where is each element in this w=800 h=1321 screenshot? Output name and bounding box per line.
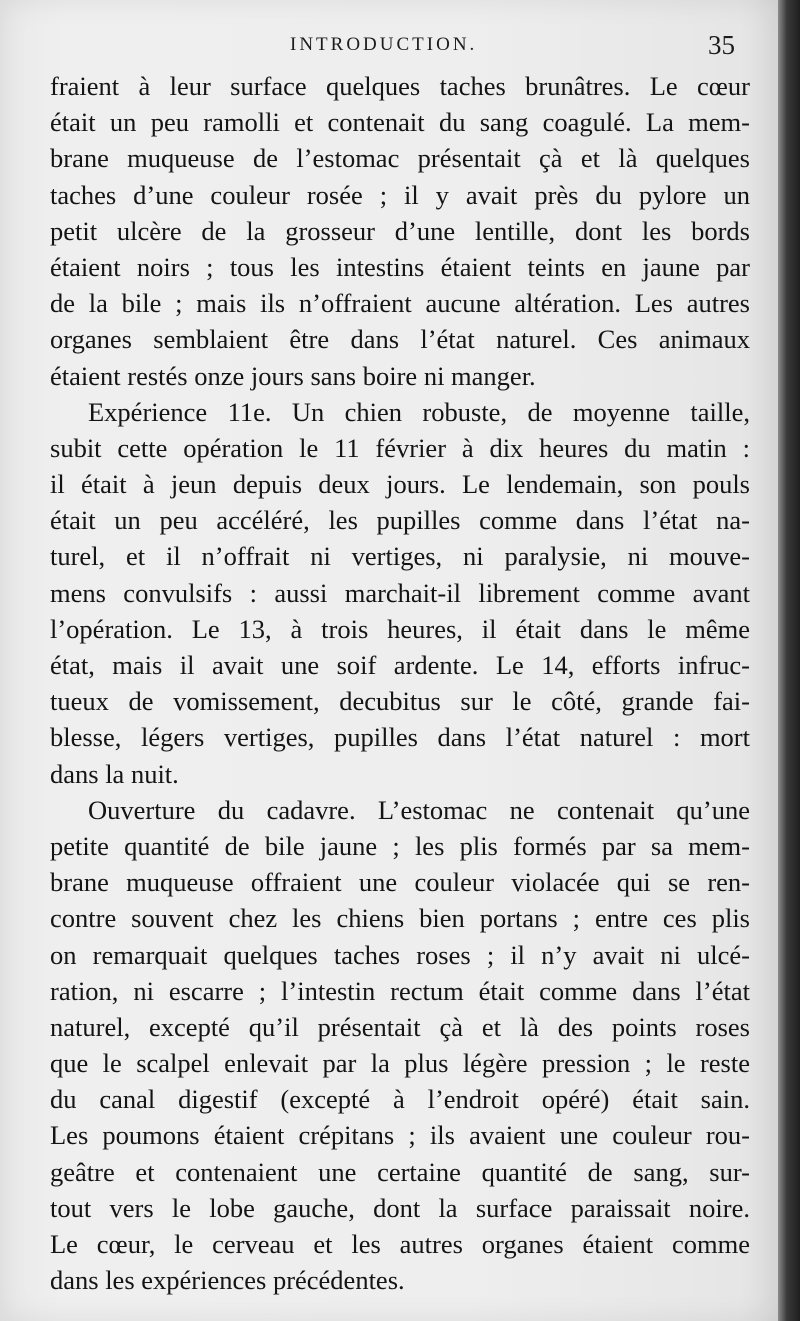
text-line: étaient noirs ; tous les intestins étaient teints en jaune par [50,251,750,282]
text-line: naturel, excepté qu’il présentait çà et là des points roses [50,1011,750,1042]
text-line: que le scalpel enlevait par la plus légère pression ; le reste [50,1048,750,1079]
text-line: dans la nuit. [50,758,179,789]
page-edge-shadow [778,0,800,1321]
text-line: fraient à leur surface quelques taches brunâtres. Le cœur [50,71,750,101]
text-line: de la bile ; mais ils n’offraient aucune altération. Les autres [50,288,750,319]
text-line: état, mais il avait une soif ardente. Le 14, efforts infruc- [50,650,750,680]
text-line: subit cette opération le 11 février à dix heures du matin : [50,432,750,463]
text-line: brane muqueuse offraient une couleur violacée qui se ren- [50,867,750,898]
text-line: turel, et il n’offrait ni vertiges, ni paralysie, ni mouve- [50,541,750,572]
page-number: 35 [708,30,735,60]
text-line: étaient restés onze jours sans boire ni manger. [50,360,536,391]
text-line: blesse, légers vertiges, pupilles dans l’état naturel : mort [50,722,750,753]
text-line: du canal digestif (excepté à l’endroit opéré) était sain. [50,1084,750,1115]
body-text [50,68,750,1298]
text-line: geâtre et contenaient une certaine quantité de sang, sur- [50,1156,750,1187]
text-line: tueux de vomissement, decubitus sur le côté, grande fai- [50,686,750,717]
text-line: petite quantité de bile jaune ; les plis formés par sa mem- [50,830,750,861]
text-line: il était à jeun depuis deux jours. Le lendemain, son pouls [50,469,750,500]
text-line: tout vers le lobe gauche, dont la surface paraissait noire. [50,1192,750,1223]
text-line: dans les expériences précédentes. [50,1265,405,1296]
text-line: brane muqueuse de l’estomac présentait çà et là quelques [50,143,750,174]
text-line: taches d’une couleur rosée ; il y avait près du pylore un [50,179,750,210]
text-line: organes semblaient être dans l’état naturel. Ces animaux [50,324,750,355]
text-line: ration, ni escarre ; l’intestin rectum était comme dans l’état [50,975,750,1006]
text-line: mens convulsifs : aussi marchait-il librement comme avant [50,577,750,608]
text-line: Les poumons étaient crépitans ; ils avaient une couleur rou- [50,1120,750,1151]
text-line: était un peu accéléré, les pupilles comme dans l’état na- [50,505,750,536]
text-line: l’opération. Le 13, à trois heures, il était dans le même [50,613,750,644]
running-title: INTRODUCTION. [290,34,478,55]
text-line: petit ulcère de la grosseur d’une lentille, dont les bords [50,215,750,246]
text-line: Le cœur, le cerveau et les autres organes étaient comme [50,1229,750,1259]
text-line: contre souvent chez les chiens bien portans ; entre ces plis [50,903,750,934]
text-line: on remarquait quelques taches roses ; il n’y avait ni ulcé- [50,939,750,970]
page-header [0,30,778,66]
text-line: Ouverture du cadavre. L’estomac ne contenait qu’une [88,794,750,825]
text-line: était un peu ramolli et contenait du sang coagulé. La mem- [50,107,750,138]
text-line: Expérience 11e. Un chien robuste, de moyenne taille, [88,396,750,427]
